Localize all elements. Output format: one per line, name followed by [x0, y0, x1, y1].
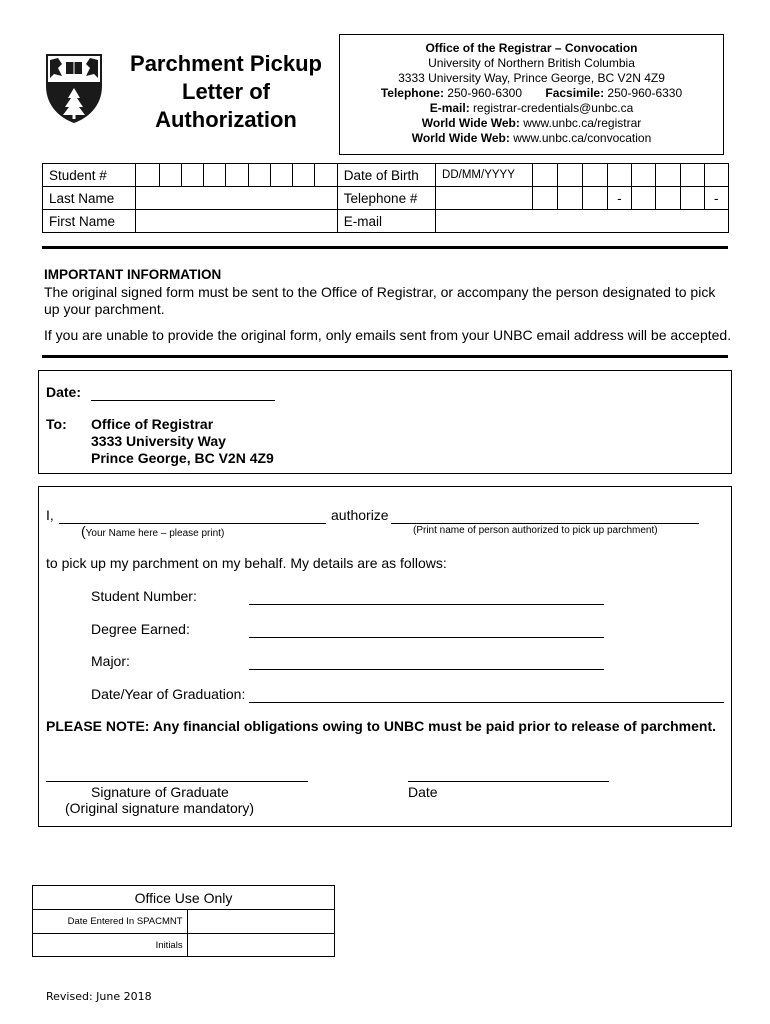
web-url-convocation: www.unbc.ca/convocation	[513, 131, 652, 145]
address: 3333 University Way, Prince George, BC V2N 4Z9	[398, 71, 665, 85]
web-url-registrar: www.unbc.ca/registrar	[523, 116, 642, 130]
date-of-birth-label: Date of Birth	[337, 164, 435, 187]
student-number-line[interactable]	[249, 588, 604, 605]
telephone-dash: -	[704, 187, 728, 210]
signature-date-line[interactable]	[408, 765, 609, 782]
student-info-table	[42, 163, 729, 233]
unbc-crest-logo	[44, 52, 104, 124]
revision-date: Revised: June 2018	[46, 990, 152, 1003]
initials-field[interactable]	[187, 934, 334, 957]
student-number-digit-box[interactable]	[248, 164, 270, 187]
date-of-birth-box[interactable]	[631, 164, 655, 187]
student-number-digit-box[interactable]	[270, 164, 292, 187]
university-name: University of Northern British Columbia	[428, 56, 635, 70]
date-of-birth-format-hint: DD/MM/YYYY	[436, 164, 533, 187]
date-of-birth-box[interactable]	[582, 164, 607, 187]
your-name-hint	[81, 523, 224, 541]
authorized-person-line[interactable]	[391, 507, 699, 524]
important-paragraph: The original signed form must be sent to the Office of Registrar, or accompany the person designated to pick up your parchment.	[44, 284, 716, 317]
financial-obligation-note: PLEASE NOTE: Any financial obligations owing to UNBC must be paid prior to release of parchment.	[46, 718, 716, 734]
authorize-label: authorize	[331, 507, 389, 523]
web-line-1	[340, 116, 723, 131]
email-label: E-mail:	[429, 101, 470, 115]
degree-earned-label: Degree Earned:	[91, 621, 190, 637]
telephone-digit-box[interactable]	[631, 187, 655, 210]
student-number-digit-box[interactable]	[226, 164, 248, 187]
major-line[interactable]	[249, 653, 604, 670]
student-number-label: Student #	[43, 164, 136, 187]
telephone-area-code-box[interactable]	[436, 187, 533, 210]
student-number-digit-box[interactable]	[136, 164, 159, 187]
contact-info-box	[339, 34, 724, 155]
authorization-intro: to pick up my parchment on my behalf. My details are as follows:	[46, 555, 447, 571]
email-address: registrar-credentials@unbc.ca	[473, 101, 634, 115]
office-use-table	[32, 885, 335, 957]
telephone-digit-box[interactable]	[582, 187, 607, 210]
recipient-line: Office of Registrar	[91, 416, 214, 432]
fax-number: 250-960-6330	[607, 86, 683, 100]
date-of-birth-box[interactable]	[608, 164, 631, 187]
email-line	[340, 101, 723, 116]
date-of-birth-box[interactable]	[704, 164, 728, 187]
web-label: World Wide Web:	[421, 116, 520, 130]
your-name-line[interactable]	[59, 507, 326, 524]
telephone-label: Telephone:	[380, 86, 444, 100]
telephone-digit-box[interactable]	[533, 187, 557, 210]
letter-date-line[interactable]	[91, 384, 275, 401]
telephone-digit-box[interactable]	[655, 187, 680, 210]
last-name-field[interactable]	[136, 187, 338, 210]
title-line: Authorization	[155, 107, 297, 132]
title-line: Letter of	[182, 79, 270, 104]
important-heading: IMPORTANT INFORMATION	[44, 267, 222, 282]
letter-recipient	[91, 416, 274, 467]
phone-fax-line	[340, 86, 723, 101]
degree-earned-line[interactable]	[249, 621, 604, 638]
recipient-line: Prince George, BC V2N 4Z9	[91, 450, 274, 466]
signature-line[interactable]	[46, 765, 308, 782]
student-number-digit-box[interactable]	[159, 164, 181, 187]
student-number-field-label: Student Number:	[91, 588, 197, 604]
telephone-digit-box[interactable]	[557, 187, 582, 210]
letter-to-label: To:	[46, 416, 67, 432]
first-name-field[interactable]	[136, 210, 338, 233]
letter-address-box	[38, 370, 732, 474]
signature-date-label: Date	[408, 784, 438, 800]
date-of-birth-box[interactable]	[655, 164, 680, 187]
hint-open-paren: (	[81, 523, 86, 539]
form-title	[118, 50, 334, 134]
student-number-digit-box[interactable]	[293, 164, 315, 187]
fax-label: Facsimile:	[545, 86, 605, 100]
authorization-box	[38, 486, 732, 827]
last-name-label: Last Name	[43, 187, 136, 210]
student-number-digit-box[interactable]	[204, 164, 226, 187]
telephone-field-label: Telephone #	[337, 187, 435, 210]
letter-date-label: Date:	[46, 384, 82, 400]
authorized-name-hint: (Print name of person authorized to pick up parchment)	[413, 525, 658, 536]
student-number-digit-box[interactable]	[181, 164, 203, 187]
first-name-label: First Name	[43, 210, 136, 233]
graduation-date-line[interactable]	[249, 686, 724, 703]
initials-label: Initials	[33, 934, 188, 957]
hint-text: Your Name here – please print)	[85, 528, 225, 539]
graduation-date-label: Date/Year of Graduation:	[91, 686, 246, 702]
date-of-birth-box[interactable]	[557, 164, 582, 187]
web-line-2	[340, 131, 723, 146]
date-of-birth-box[interactable]	[533, 164, 557, 187]
student-number-digit-box[interactable]	[315, 164, 337, 187]
telephone-number: 250-960-6300	[447, 86, 523, 100]
title-line: Parchment Pickup	[130, 51, 322, 76]
i-label: I,	[46, 507, 54, 523]
email-field-label: E-mail	[337, 210, 435, 233]
office-use-title: Office Use Only	[33, 886, 335, 910]
date-of-birth-box[interactable]	[681, 164, 704, 187]
section-divider	[42, 246, 728, 249]
date-entered-field[interactable]	[187, 910, 334, 934]
date-entered-label: Date Entered In SPACMNT	[33, 910, 188, 934]
important-paragraph-email: If you are unable to provide the original form, only emails sent from your UNBC email address will be accepted.	[44, 327, 732, 343]
telephone-digit-box[interactable]	[681, 187, 704, 210]
email-field[interactable]	[436, 210, 729, 233]
telephone-dash: -	[608, 187, 631, 210]
signature-note: (Original signature mandatory)	[65, 800, 255, 816]
web-label: World Wide Web:	[411, 131, 510, 145]
recipient-line: 3333 University Way	[91, 433, 226, 449]
section-divider	[42, 355, 728, 358]
office-name: Office of the Registrar – Convocation	[425, 41, 638, 55]
major-label: Major:	[91, 653, 130, 669]
signature-label: Signature of Graduate	[91, 784, 229, 800]
